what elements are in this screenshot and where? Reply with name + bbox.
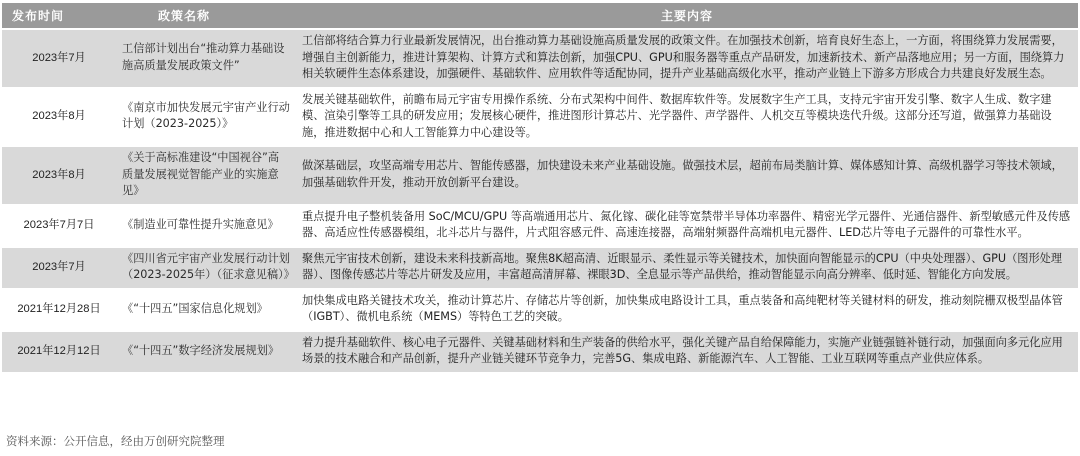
row-policy-name: 《制造业可靠性提升实施意见》 [116, 205, 296, 247]
header-date: 发布时间 [2, 3, 116, 29]
row-policy-name: 《四川省元宇宙产业发展行动计划（2023-2025年）（征求意见稿）》 [116, 247, 296, 289]
table-row [2, 205, 1078, 247]
row-date: 2023年7月7日 [2, 205, 116, 247]
table-row [2, 29, 1078, 88]
row-content: 聚焦元宇宙技术创新，建设未来科技新高地。聚焦8K超高清、近眼显示、柔性显示等关键技术，加快面向智能显示的CPU（中央处理器）、GPU（图形处理器）、图像传感芯片等芯片研发及应用，丰富超高清屏幕、裸眼3D、全息显示等产品供给，推动智能显示向高分辨率、低时延、智能化方向发展。 [296, 247, 1078, 289]
row-date: 2023年8月 [2, 146, 116, 205]
row-content: 着力提升基础软件、核心电子元器件、关键基础材料和生产装备的供给水平，强化关键产品自给保障能力，实施产业链强链补链行动，加强面向多元化应用场景的技术融合和产品创新，提升产业链关键环节竞争力，完善5G、集成电路、新能源汽车、人工智能、工业互联网等重点产业供应体系。 [296, 331, 1078, 373]
row-content: 加快集成电路关键技术攻关，推动计算芯片、存储芯片等创新，加快集成电路设计工具，重点装备和高纯靶材等关键材料的研发，推动刻院栅双极型晶体管（IGBT）、微机电系统（MEMS）等特色工艺的突破。 [296, 289, 1078, 331]
policy-table [2, 3, 1078, 374]
row-policy-name: 《南京市加快发展元宇宙产业行动计划（2023-2025）》 [116, 88, 296, 147]
row-policy-name: 工信部计划出台“推动算力基础设施高质量发展政策文件” [116, 29, 296, 88]
row-content: 发展关键基础软件，前瞻布局元宇宙专用操作系统、分布式架构中间件、数据库软件等。发展数字生产工具，支持元宇宙开发引擎、数字人生成、数字建模、渲染引擎等工具的研发应用；发展核心硬件，推进图形计算芯片、光学器件、声学器件、人机交互等模块迭代升级。这部分还写道，做强算力基础设施，推进数据中心和人工智能算力中心建设等。 [296, 88, 1078, 147]
row-content: 工信部将结合算力行业最新发展情况，出台推动算力基础设施高质量发展的政策文件。在加强技术创新，培育良好生态上，一方面，将围绕算力发展需要，增强自主创新能力，推进计算架构、计算方式和算法创新，加强CPU、GPU和服务器等重点产品研发，加速新技术、新产品落地应用；另一方面，围绕算力相关软硬件生态体系建设，加强硬件、基础软件、应用软件等适配协同，提升产业基础高级化水平，推动产业链上下游多方形成合力共建良好发展生态。 [296, 29, 1078, 88]
row-policy-name: 《“十四五”数字经济发展规划》 [116, 331, 296, 373]
source-note: 资料来源：公开信息，经由万创研究院整理 [6, 434, 225, 448]
row-date: 2021年12月28日 [2, 289, 116, 331]
table-row [2, 289, 1078, 331]
row-date: 2023年8月 [2, 88, 116, 147]
table-row [2, 331, 1078, 373]
row-policy-name: 《关于高标准建设“中国视谷”高质量发展视觉智能产业的实施意见》 [116, 146, 296, 205]
row-policy-name: 《“十四五”国家信息化规划》 [116, 289, 296, 331]
table-row [2, 88, 1078, 147]
row-date: 2023年7月 [2, 247, 116, 289]
header-policy-name: 政策名称 [116, 3, 296, 29]
row-content: 重点提升电子整机装备用 SoC/MCU/GPU 等高端通用芯片、氮化镓、碳化硅等宽禁带半导体功率器件、精密光学元器件、光通信器件、新型敏感元件及传感器、高适应性传感器模组，北斗芯片与器件，片式阻容感元件、高速连接器，高端射频器件高端机电元器件、LED芯片等电子元器件的可靠性水平。 [296, 205, 1078, 247]
header-main-content: 主要内容 [296, 3, 1078, 29]
table-row [2, 247, 1078, 289]
table-header-row [2, 3, 1078, 29]
row-content: 做深基础层，攻坚高端专用芯片、智能传感器，加快建设未来产业基础设施。做强技术层，超前布局类脑计算、媒体感知计算、高级机器学习等技术领域，加强基础软件开发，推动开放创新平台建设。 [296, 146, 1078, 205]
row-date: 2021年12月12日 [2, 331, 116, 373]
table-row [2, 146, 1078, 205]
row-date: 2023年7月 [2, 29, 116, 88]
